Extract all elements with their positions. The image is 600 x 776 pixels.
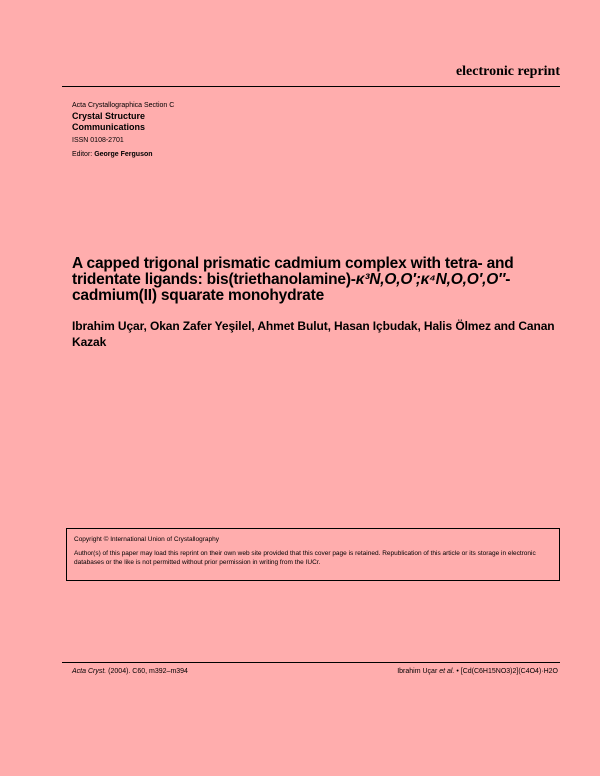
editor-label: Editor: bbox=[72, 151, 93, 158]
editor-name: George Ferguson bbox=[94, 151, 153, 158]
footer-rule bbox=[62, 662, 560, 663]
footer-bullet: • bbox=[454, 668, 461, 675]
footer-et-al: et al. bbox=[437, 668, 455, 675]
title-kappa-notation: κ³N,O,O′;κ⁴N,O,O′,O″ bbox=[355, 271, 506, 288]
header-rule bbox=[62, 86, 560, 87]
journal-title-line1: Crystal Structure bbox=[72, 111, 146, 121]
journal-section: Acta Crystallographica Section C bbox=[72, 102, 175, 109]
footer-citation-text: (2004). C60, m392–m394 bbox=[106, 668, 188, 675]
editor-line bbox=[72, 150, 174, 160]
footer-author: Ibrahim Uçar bbox=[397, 668, 438, 675]
footer-journal: Acta Cryst. bbox=[72, 668, 107, 675]
title-part1: A capped trigonal prismatic cadmium complex with tetra- and tridentate ligands: bis(triethanolamine)- bbox=[72, 255, 514, 288]
journal-title-line2: Communications bbox=[72, 122, 146, 132]
title-part2: -cadmium(II) squarate monohydrate bbox=[72, 271, 511, 304]
article-authors: Ibrahim Uçar, Okan Zafer Yeşilel, Ahmet Bulut, Hasan Içbudak, Halis Ölmez and Canan Kazak bbox=[72, 319, 555, 349]
journal-meta bbox=[72, 101, 174, 160]
article-title bbox=[72, 256, 552, 304]
copyright-notice: Author(s) of this paper may load this reprint on their own web site provided that this cover page is retained. Republication of this article or its storage in electronic databases or the like is not permitted without prior permission in writing from the IUCr. bbox=[74, 550, 536, 566]
footer-formula: [Cd(C6H15NO3)2](C4O4)·H2O bbox=[460, 668, 558, 675]
footer-author-formula bbox=[397, 668, 558, 675]
copyright-line: Copyright © International Union of Crystallography bbox=[74, 536, 219, 543]
electronic-reprint-label: electronic reprint bbox=[455, 64, 560, 79]
footer-citation bbox=[72, 668, 188, 675]
issn: ISSN 0108-2701 bbox=[72, 137, 124, 144]
copyright-box bbox=[66, 528, 560, 581]
